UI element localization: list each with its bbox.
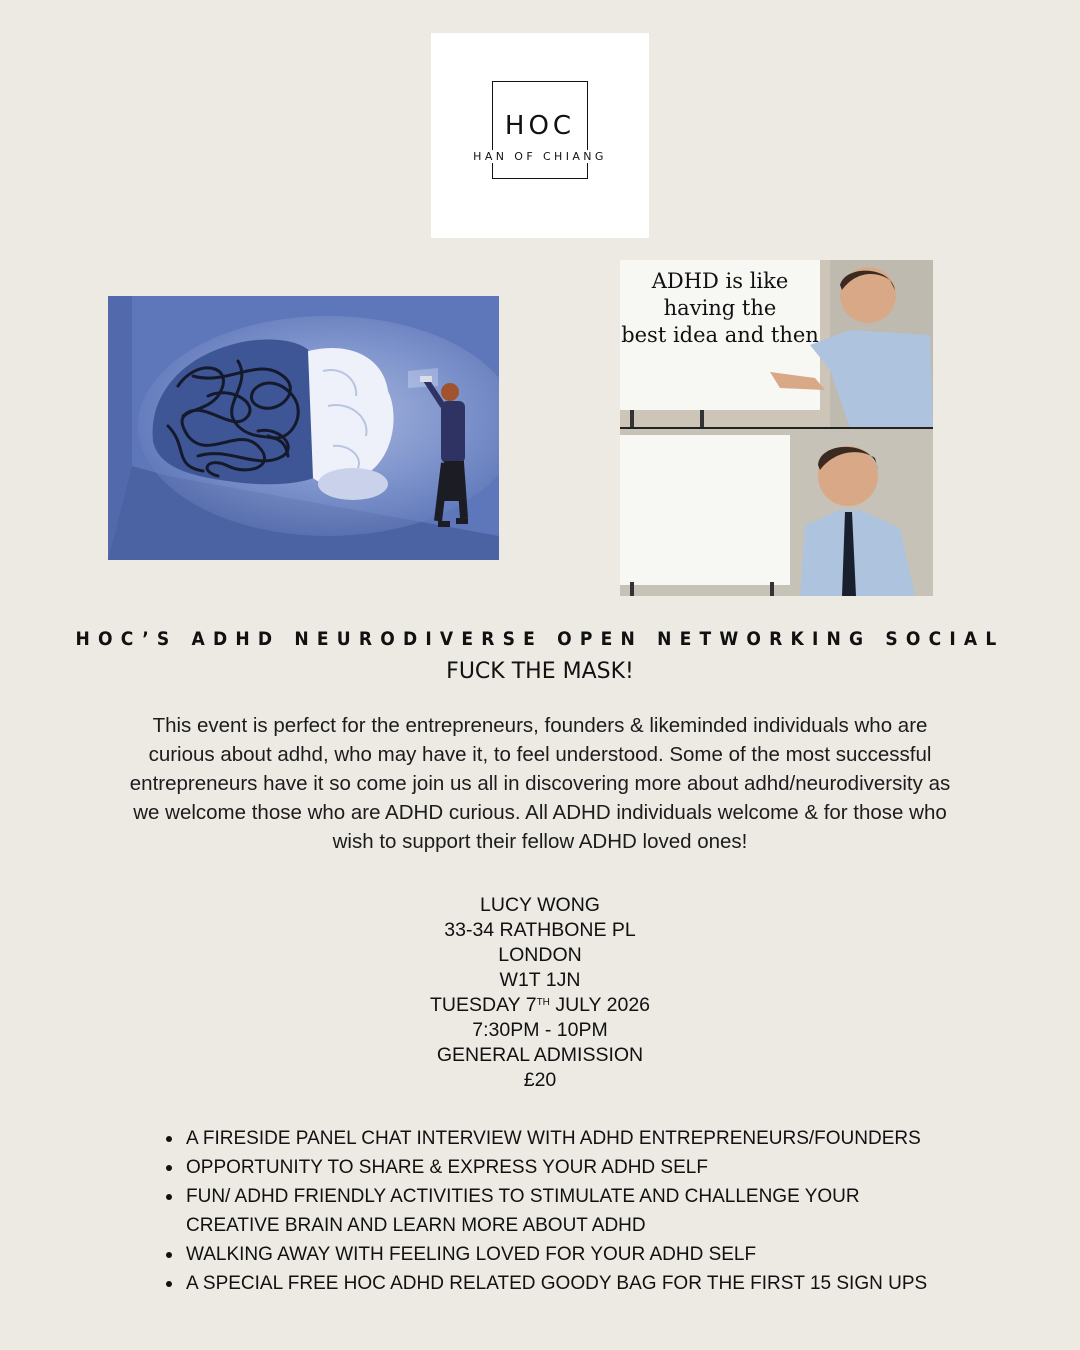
event-time: 7:30PM - 10PM [472, 1019, 608, 1041]
logo-subtitle: HAN OF CHIANG [431, 150, 649, 163]
meme-image [620, 260, 933, 596]
bullet-icon [166, 1281, 172, 1287]
list-item: OPPORTUNITY TO SHARE & EXPRESS YOUR ADHD SELF [160, 1153, 960, 1182]
venue-address: 33-34 RATHBONE PL [444, 919, 636, 941]
highlights-list [160, 1124, 960, 1298]
admission-type: GENERAL ADMISSION [436, 1044, 644, 1066]
bullet-icon [166, 1252, 172, 1258]
ticket-price: £20 [523, 1069, 557, 1091]
bullet-icon [166, 1136, 172, 1142]
meme-caption: ADHD is like having the best idea and then [621, 269, 819, 347]
venue-city: LONDON [498, 944, 582, 966]
logo-card [431, 33, 649, 238]
bullet-icon [166, 1194, 172, 1200]
list-item: A FIRESIDE PANEL CHAT INTERVIEW WITH ADHD ENTREPRENEURS/FOUNDERS [160, 1124, 960, 1153]
event-date: TUESDAY 7TH JULY 2026 [429, 994, 651, 1016]
list-item: A SPECIAL FREE HOC ADHD RELATED GOODY BAG FOR THE FIRST 15 SIGN UPS [160, 1269, 960, 1298]
venue-name: LUCY WONG [480, 894, 600, 916]
brain-illustration [108, 296, 499, 560]
event-title: HOC’S ADHD NEURODIVERSE OPEN NETWORKING SOCIAL [75, 628, 1005, 650]
list-item: FUN/ ADHD FRIENDLY ACTIVITIES TO STIMULATE AND CHALLENGE YOUR CREATIVE BRAIN AND LEARN MORE ABOUT ADHD [160, 1182, 960, 1240]
event-tagline: FUCK THE MASK! [446, 659, 634, 684]
venue-postcode: W1T 1JN [499, 969, 581, 991]
bullet-icon [166, 1165, 172, 1171]
list-item: WALKING AWAY WITH FEELING LOVED FOR YOUR ADHD SELF [160, 1240, 960, 1269]
event-details [0, 893, 1080, 1093]
logo-mark: HOC [504, 111, 576, 141]
event-description: This event is perfect for the entrepreneurs, founders & likeminded individuals who are curious about adhd, who may have it, to feel understood. Some of the most successful entrepreneurs have it so come join us all in discovering more about adhd/neurodiversity as we welcome those who are ADHD curious. All ADHD individuals welcome & for those who wish to support their fellow ADHD loved ones! [129, 714, 951, 853]
